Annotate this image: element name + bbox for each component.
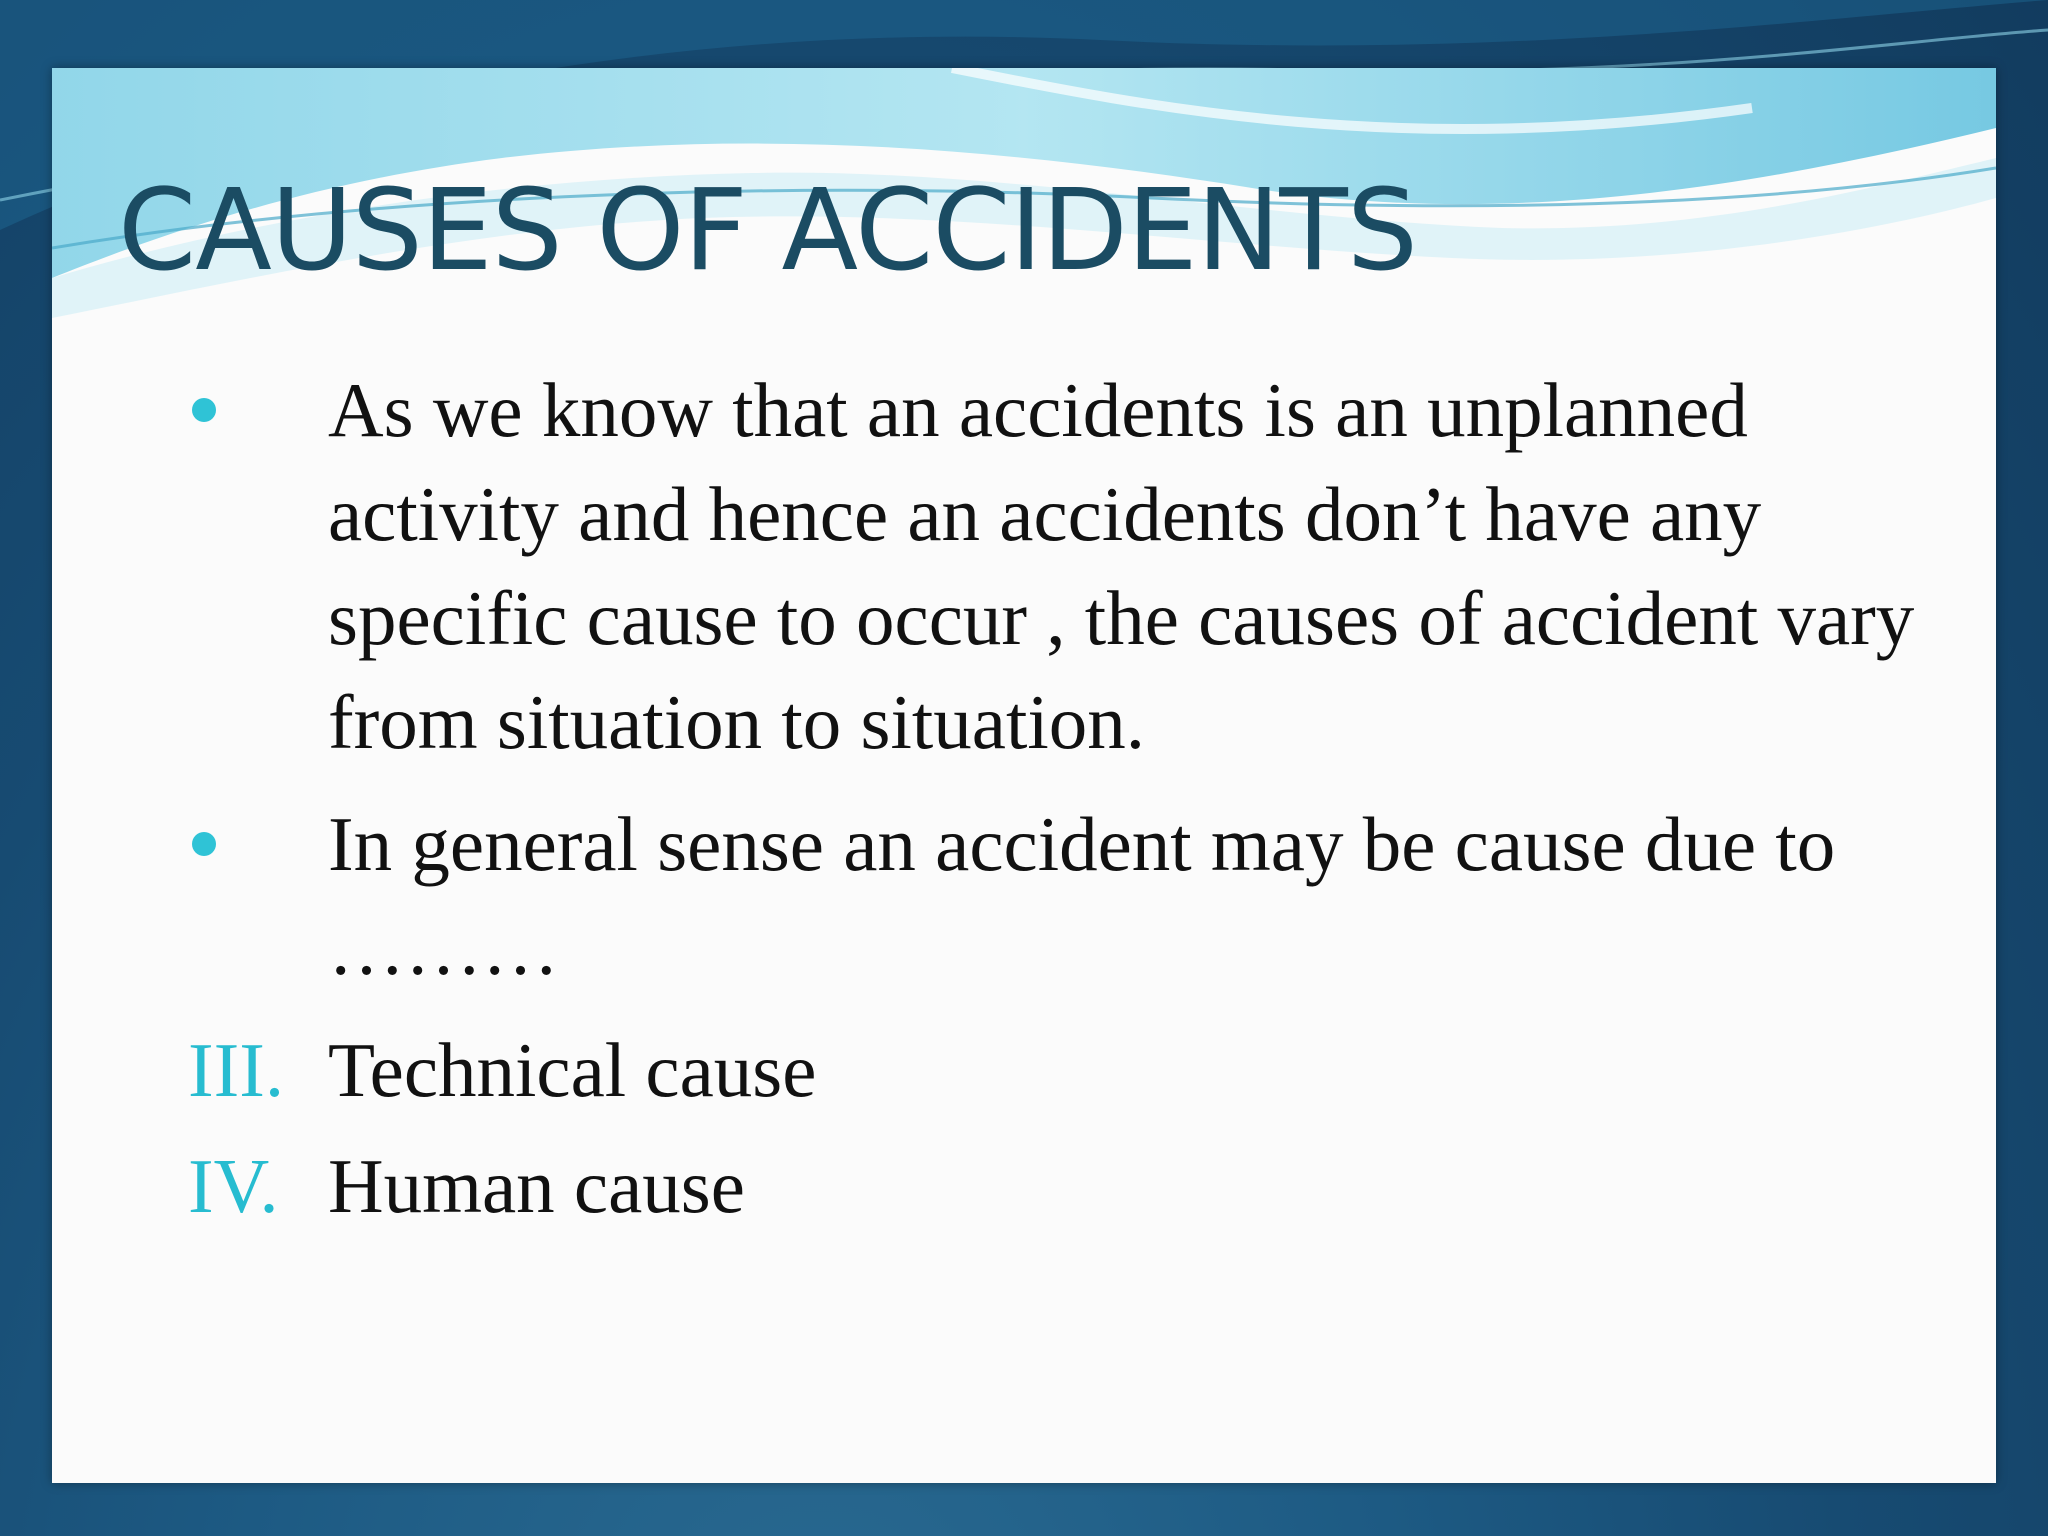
list-item-numeral: III.: [188, 1027, 285, 1113]
list-item: [132, 1018, 1932, 1122]
bullet-icon: [192, 398, 216, 422]
list-item-numeral: IV.: [188, 1143, 279, 1229]
slide-canvas: [52, 68, 1996, 1483]
list-item: [132, 1134, 1932, 1238]
list-item-text: Human cause: [328, 1143, 745, 1229]
list-item: [132, 358, 1932, 774]
slide-body: [132, 358, 1932, 1238]
list-item-text: In general sense an accident may be cause due to ………: [328, 801, 1836, 991]
bullet-icon: [192, 832, 216, 856]
slide-title: CAUSES OF ACCIDENTS: [118, 166, 1417, 296]
list-item: [132, 792, 1932, 1000]
list-item-text: As we know that an accidents is an unplanned activity and hence an accidents don’t have any specific cause to occur , the causes of accident vary from situation to situation.: [328, 367, 1915, 765]
list-item-text: Technical cause: [328, 1027, 817, 1113]
